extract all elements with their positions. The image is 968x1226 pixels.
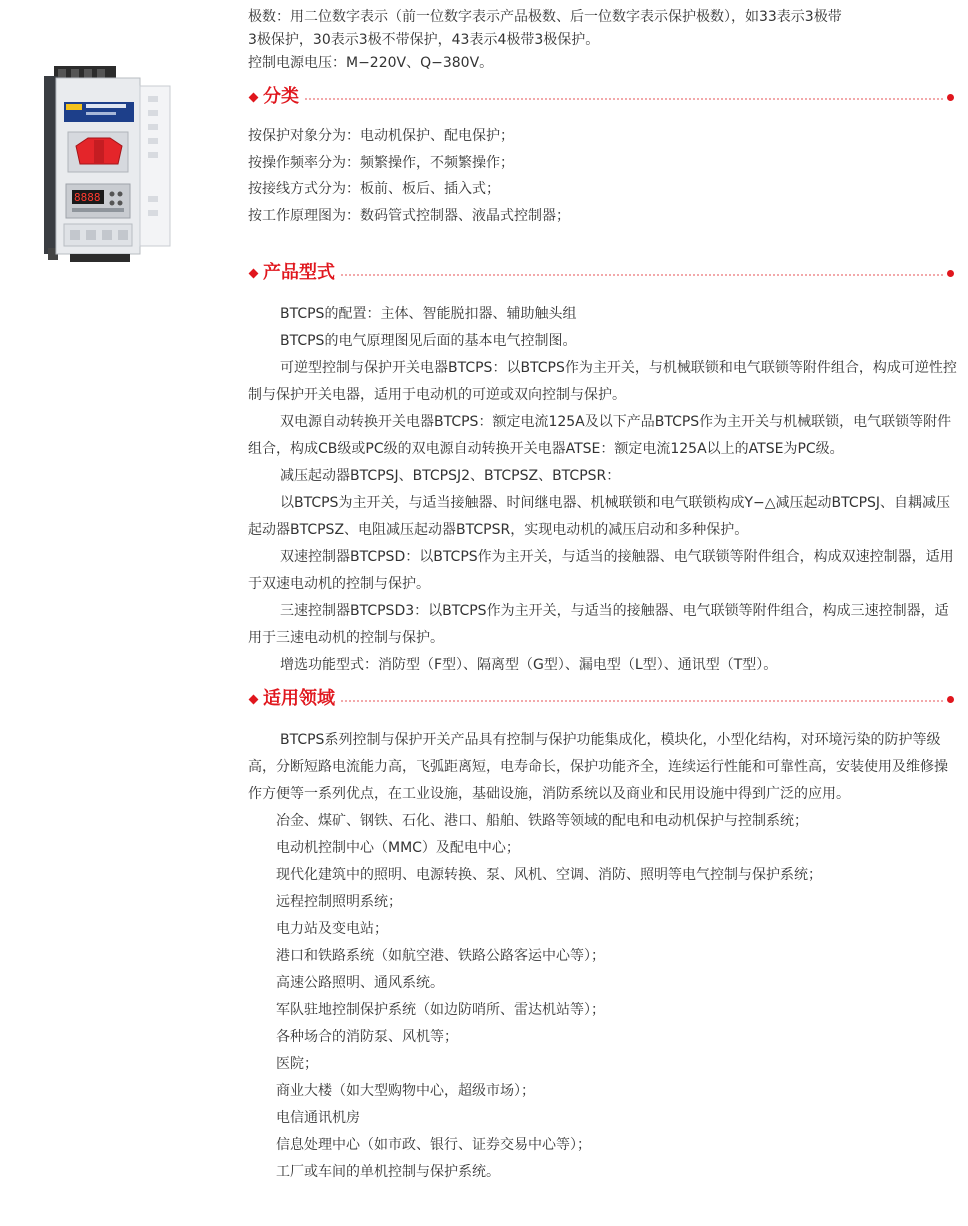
dotted-divider [341,700,943,702]
section-title: 产品型式 [263,262,335,283]
intro-text-block [248,6,960,75]
dotted-divider [305,98,943,100]
diamond-bullet-icon [249,268,259,278]
classification-item: 按工作原理图为：数码管式控制器、液晶式控制器； [248,207,570,224]
model-paragraph: BTCPS的配置：主体、智能脱扣器、辅助触头组 [280,306,577,322]
red-dot-icon [947,94,954,101]
model-paragraph: 以BTCPS为主开关，与适当接触器、时间继电器、机械联锁和电气联锁构成Y−△减压起动BTCPSJ、自耦减压起动器BTCPSZ、电阻减压起动器BTCPSR，实现电动机的减压启动和多种保护。 [248,495,951,538]
model-paragraph: 双速控制器BTCPSD：以BTCPS作为主开关，与适当的接触器、电气联锁等附件组合，构成双速控制器，适用于双速电动机的控制与保护。 [248,549,954,592]
diamond-bullet-icon [249,694,259,704]
application-item: 冶金、煤矿、钢铁、石化、港口、船舶、铁路等领域的配电和电动机保护与控制系统； [276,813,808,829]
model-paragraph: 双电源自动转换开关电器BTCPS：额定电流125A及以下产品BTCPS作为主开关与机械联锁，电气联锁等附件组合，构成CB级或PC级的双电源自动转换开关电器ATSE：额定电流125A以上的ATSE为PC级。 [248,414,952,457]
classification-item: 按接线方式分为：板前、板后、插入式； [248,181,500,197]
classification-item: 按保护对象分为：电动机保护、配电保护； [248,128,514,144]
application-item: 港口和铁路系统（如航空港、铁路公路客运中心等）； [276,948,605,964]
section-header-classification [248,83,960,111]
application-item: 医院； [276,1056,318,1072]
section-title: 分类 [263,86,299,107]
section-header-models [248,259,960,287]
pole-description-line-1: 极数：用二位数字表示（前一位数字表示产品极数、后一位数字表示保护极数），如33表示3极带 [248,9,842,25]
dotted-divider [341,274,943,276]
classification-item: 按操作频率分为：频繁操作，不频繁操作； [248,154,514,171]
content-column [248,6,960,1186]
display-readout: 8888 [74,191,101,204]
red-dot-icon [947,696,954,703]
red-dot-icon [947,270,954,277]
model-paragraph: 可逆型控制与保护开关电器BTCPS：以BTCPS作为主开关，与机械联锁和电气联锁等附件组合，构成可逆性控制与保护开关电器，适用于电动机的可逆或双向控制与保护。 [248,360,957,403]
models-text-block [248,301,960,679]
pole-description-line-2: 3极保护，30表示3极不带保护，43表示4极带3极保护。 [248,32,600,48]
section-title: 适用领域 [263,688,335,709]
control-voltage-line: 控制电源电压：M−220V、Q−380V。 [248,55,494,71]
application-item: 电信通讯机房 [276,1110,360,1126]
applications-text-block [248,727,960,1186]
application-item: 各种场合的消防泵、风机等； [276,1029,458,1045]
diamond-bullet-icon [249,92,259,102]
section-header-applications [248,685,960,713]
application-item: 信息处理中心（如市政、银行、证券交易中心等）； [276,1137,591,1153]
application-item: 电动机控制中心（MMC）及配电中心； [276,840,520,856]
application-item: 军队驻地控制保护系统（如边防哨所、雷达机站等）； [276,1002,605,1018]
model-paragraph: BTCPS的电气原理图见后面的基本电气控制图。 [280,333,577,349]
application-item: 现代化建筑中的照明、电源转换、泵、风机、空调、消防、照明等电气控制与保护系统； [276,867,822,883]
model-paragraph: 减压起动器BTCPSJ、BTCPSJ2、BTCPSZ、BTCPSR： [280,468,621,484]
application-item: 电力站及变电站； [276,921,388,937]
product-image [40,66,178,266]
application-item: 商业大楼（如大型购物中心，超级市场）； [276,1083,535,1099]
model-paragraph: 增选功能型式：消防型（F型）、隔离型（G型）、漏电型（L型）、通讯型（T型）。 [280,657,778,673]
application-item: 远程控制照明系统； [276,894,402,910]
classification-list [248,123,960,229]
model-paragraph: 三速控制器BTCPSD3：以BTCPS作为主开关，与适当的接触器、电气联锁等附件组合，构成三速控制器，适用于三速电动机的控制与保护。 [248,603,949,646]
application-item: 工厂或车间的单机控制与保护系统。 [276,1164,500,1180]
applications-intro: BTCPS系列控制与保护开关产品具有控制与保护功能集成化，模块化，小型化结构，对环境污染的防护等级高，分断短路电流能力高，飞弧距离短，电寿命长，保护功能齐全，连续运行性能和可靠性高，安装使用及维修操作方便等一系列优点，在工业设施，基础设施，消防系统以及商业和民用设施中得到广泛的应用。 [248,732,948,802]
application-item: 高速公路照明、通风系统。 [276,975,444,991]
